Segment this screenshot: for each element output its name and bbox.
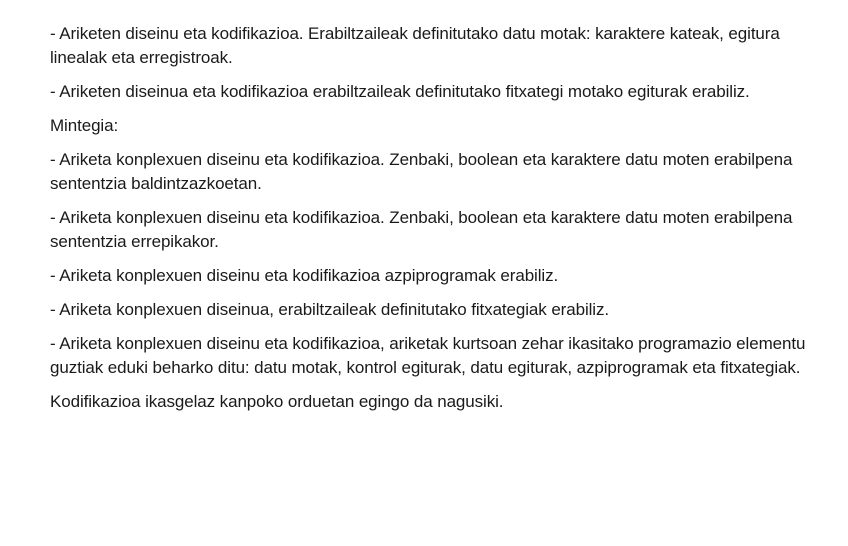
paragraph-exercise-design-files: - Ariketen diseinua eta kodifikazioa erabiltzaileak definitutako fitxategi motako egiturak erabiliz. [50,82,750,101]
section-heading-seminar: Mintegia: [50,116,119,135]
paragraph-complex-conditional: - Ariketa konplexuen diseinu eta kodifikazioa. Zenbaki, boolean eta karaktere datu moten erabilpena sententzia baldintzazkoetan. [50,150,793,193]
paragraph-exercise-design-data-types: - Ariketen diseinu eta kodifikazioa. Erabiltzaileak definitutako datu motak: karaktere kateak, egitura linealak eta erregistroak. [50,24,780,67]
paragraph-complex-all-elements: - Ariketa konplexuen diseinu eta kodifikazioa, ariketak kurtsoan zehar ikasitako programazio elementu guztiak eduki beharko ditu: datu motak, kontrol egiturak, datu egiturak, azpiprogramak eta fitxategiak. [50,334,806,377]
paragraph-complex-iterative: - Ariketa konplexuen diseinu eta kodifikazioa. Zenbaki, boolean eta karaktere datu moten erabilpena sententzia errepikakor. [50,208,793,251]
paragraph-complex-files: - Ariketa konplexuen diseinua, erabiltzaileak definitutako fitxategiak erabiliz. [50,300,609,319]
paragraph-complex-subprograms: - Ariketa konplexuen diseinu eta kodifikazioa azpiprogramak erabiliz. [50,266,559,285]
document-body [50,22,810,424]
paragraph-coding-outside-class: Kodifikazioa ikasgelaz kanpoko orduetan egingo da nagusiki. [50,392,504,411]
